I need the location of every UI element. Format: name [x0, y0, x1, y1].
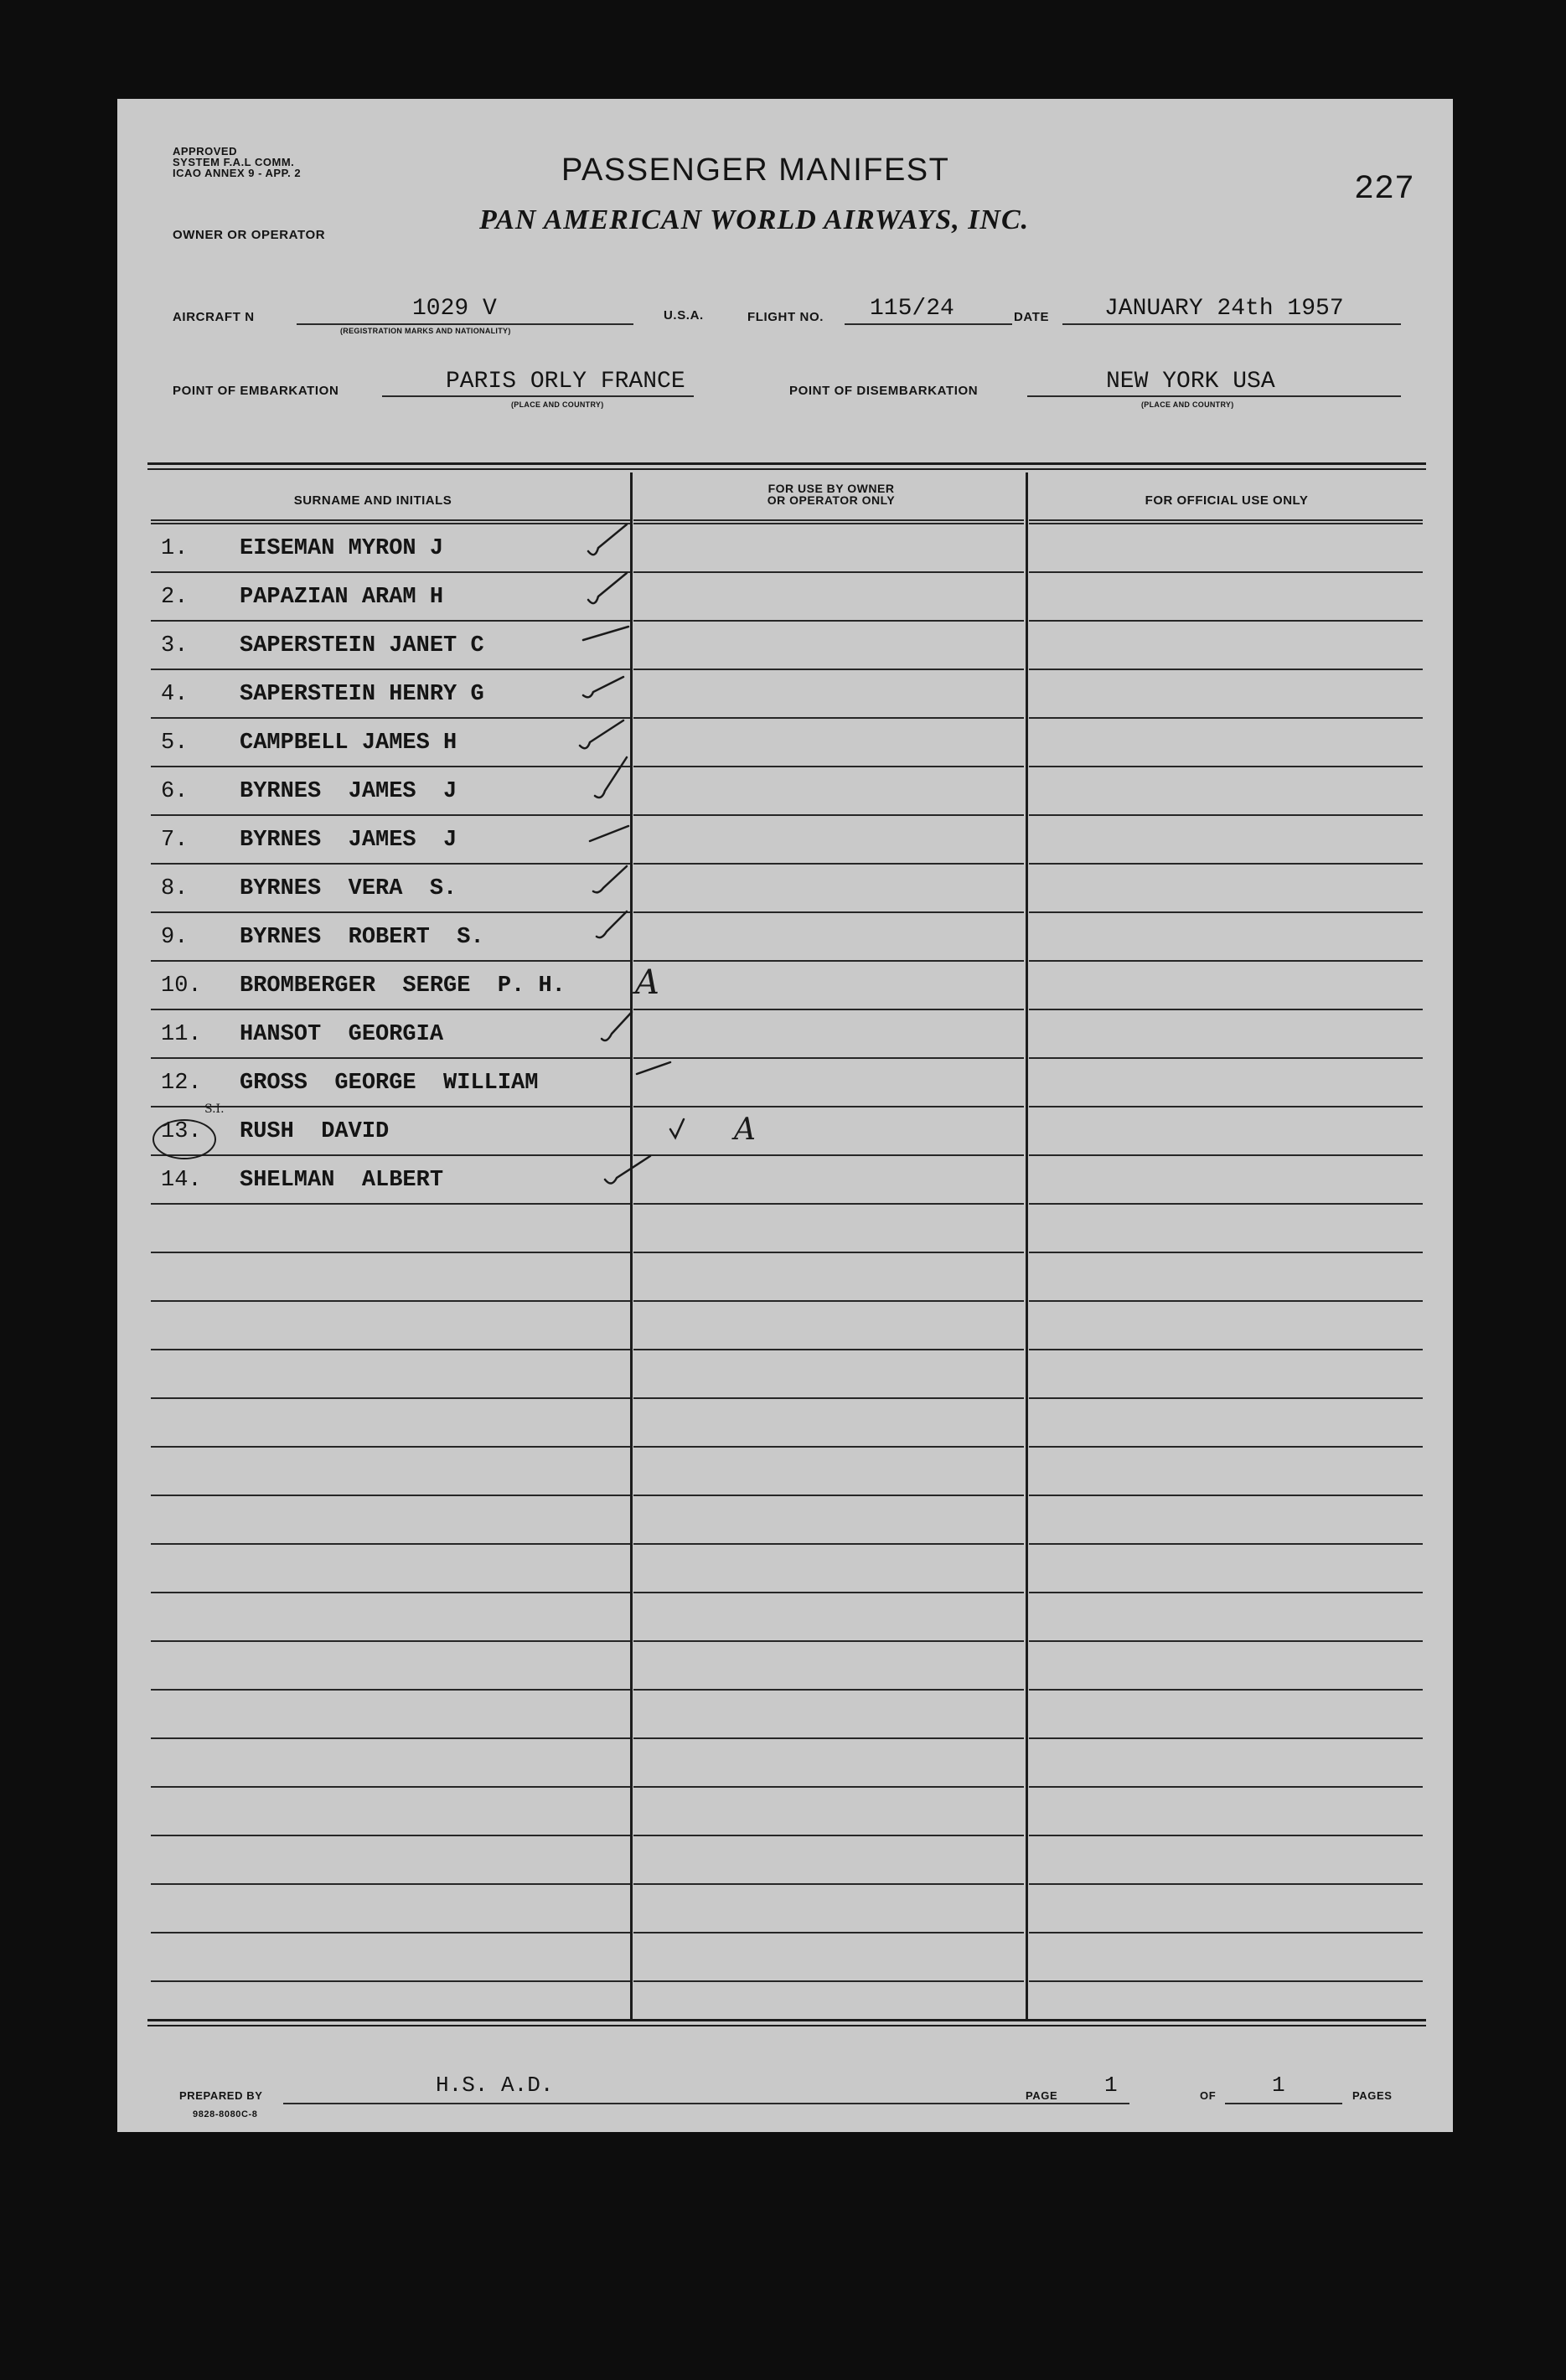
- prepared-value: H.S. A.D.: [436, 2073, 554, 2098]
- row-number: 9.: [161, 925, 189, 950]
- embarkation-label: POINT OF EMBARKATION: [173, 384, 339, 398]
- row-number: 10.: [161, 973, 202, 999]
- date-value: JANUARY 24th 1957: [1104, 296, 1344, 322]
- passenger-name: HANSOT GEORGIA: [240, 1022, 444, 1047]
- check-mark-icon: [588, 524, 627, 555]
- approval-line: APPROVED: [173, 145, 237, 157]
- row-number: 4.: [161, 682, 189, 707]
- check-mark-icon: [580, 720, 623, 748]
- disembarkation-value: NEW YORK USA: [1106, 369, 1275, 395]
- date-label: DATE: [1014, 310, 1050, 324]
- passenger-name: SHELMAN ALBERT: [240, 1168, 444, 1193]
- page-value: 1: [1104, 2073, 1118, 2098]
- page-stamp-number: 227: [1354, 171, 1415, 209]
- row-number: 13.: [161, 1119, 202, 1144]
- check-mark-icon: [593, 866, 627, 892]
- owner-label: OWNER OR OPERATOR: [173, 228, 326, 242]
- passenger-name: BYRNES VERA S.: [240, 876, 457, 901]
- passenger-name: RUSH DAVID: [240, 1119, 390, 1144]
- passenger-name: BYRNES JAMES J: [240, 828, 457, 853]
- check-mark-icon: [595, 757, 627, 798]
- col-header-operator-line2: OR OPERATOR ONLY: [767, 493, 896, 507]
- embarkation-value: PARIS ORLY FRANCE: [446, 369, 685, 395]
- airline-name: PAN AMERICAN WORLD AIRWAYS, INC.: [479, 204, 1030, 235]
- embarkation-note: (PLACE AND COUNTRY): [511, 400, 604, 409]
- passenger-name: SAPERSTEIN HENRY G: [240, 682, 484, 707]
- check-mark-icon: [588, 573, 627, 603]
- aircraft-value: 1029 V: [412, 296, 497, 322]
- col-header-surname: SURNAME AND INITIALS: [293, 493, 452, 508]
- document-title: PASSENGER MANIFEST: [561, 152, 950, 188]
- pages-label: PAGES: [1352, 2089, 1393, 2102]
- check-mark-icon: [637, 1062, 670, 1074]
- passenger-name: PAPAZIAN ARAM H: [240, 585, 444, 610]
- check-mark-icon: [670, 1119, 684, 1138]
- passenger-name: CAMPBELL JAMES H: [240, 731, 457, 756]
- approval-line: SYSTEM F.A.L COMM.: [173, 156, 295, 168]
- of-fill-line: [1225, 2103, 1342, 2104]
- row-number: 14.: [161, 1168, 202, 1193]
- row-number: 5.: [161, 731, 189, 756]
- usa-label: U.S.A.: [664, 308, 704, 323]
- prepared-fill-line: [283, 2103, 1129, 2104]
- col-header-official: FOR OFFICIAL USE ONLY: [1145, 493, 1309, 508]
- table-bottom-border: [147, 2019, 1426, 2026]
- passenger-name: BYRNES JAMES J: [240, 779, 457, 804]
- page-label: PAGE: [1026, 2089, 1058, 2102]
- row-number: 2.: [161, 585, 189, 610]
- check-mark-icon: [583, 627, 628, 640]
- check-mark-icon: [602, 1012, 632, 1040]
- check-marks-layer: [117, 99, 1453, 2132]
- row-number: 3.: [161, 633, 189, 658]
- row-number: 12.: [161, 1071, 202, 1096]
- approval-line: ICAO ANNEX 9 - APP. 2: [173, 167, 302, 179]
- annotation-a-row13: A: [734, 1113, 756, 1147]
- passenger-name: GROSS GEORGE WILLIAM: [240, 1071, 539, 1096]
- passenger-name: EISEMAN MYRON J: [240, 536, 444, 561]
- disembarkation-note: (PLACE AND COUNTRY): [1141, 400, 1234, 409]
- check-mark-icon: [583, 677, 623, 697]
- form-code: 9828-8080C-8: [193, 2109, 258, 2119]
- of-label: OF: [1200, 2089, 1217, 2102]
- check-mark-icon: [605, 1156, 650, 1184]
- col-header-operator-line1: FOR USE BY OWNER: [767, 482, 895, 495]
- disembarkation-label: POINT OF DISEMBARKATION: [789, 384, 979, 398]
- passenger-name: SAPERSTEIN JANET C: [240, 633, 484, 658]
- of-value: 1: [1272, 2073, 1285, 2098]
- row-number: 6.: [161, 779, 189, 804]
- annotation-a-row10: A: [635, 963, 659, 1002]
- row-number: 11.: [161, 1022, 202, 1047]
- row-13-circle: [152, 1119, 216, 1159]
- flight-label: FLIGHT NO.: [747, 310, 824, 324]
- check-mark-icon: [597, 911, 627, 937]
- registration-note: (REGISTRATION MARKS AND NATIONALITY): [340, 327, 511, 335]
- row-number: 7.: [161, 828, 189, 853]
- annotation-si-row13: S.I.: [204, 1102, 225, 1116]
- flight-value: 115/24: [870, 296, 954, 322]
- check-mark-icon: [590, 826, 628, 841]
- prepared-label: PREPARED BY: [179, 2089, 263, 2102]
- passenger-name: BROMBERGER SERGE P. H.: [240, 973, 566, 999]
- passenger-name: BYRNES ROBERT S.: [240, 925, 484, 950]
- manifest-document: [117, 99, 1453, 2132]
- row-number: 8.: [161, 876, 189, 901]
- row-number: 1.: [161, 536, 189, 561]
- aircraft-label: AIRCRAFT N: [173, 310, 255, 324]
